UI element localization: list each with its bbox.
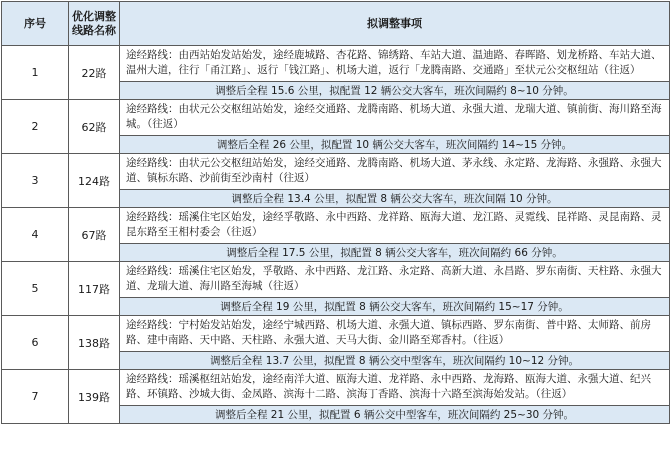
- header-route-name: 优化调整线路名称: [69, 2, 120, 46]
- row-no: 5: [2, 262, 69, 316]
- route-description: 途经路线：由状元公交枢纽站始发，途经交通路、龙腾南路、机场大道、茅永线、永定路、龙海路、永强路、永强大道、镇标东路、沙前街至沙南村（往返）: [120, 154, 670, 190]
- route-summary: 调整后全程 15.6 公里，拟配置 12 辆公交大客车，班次间隔约 8~10 分钟。: [120, 82, 670, 100]
- route-name: 62路: [69, 100, 120, 154]
- route-summary: 调整后全程 26 公里，拟配置 10 辆公交大客车，班次间隔约 14~15 分钟。: [120, 136, 670, 154]
- route-adjustment-table: [1, 1, 670, 424]
- route-name: 67路: [69, 208, 120, 262]
- table-row: [2, 100, 670, 136]
- route-description: 途经路线：由状元公交枢纽站始发，途经交通路、龙腾南路、机场大道、永强大道、龙瑞大道、镇前街、海川路至海城。（往返）: [120, 100, 670, 136]
- route-description: 途经路线：瑶溪住宅区始发，途经孚敬路、永中西路、龙祥路、瓯海大道、龙江路、灵霓线、昆祥路、灵昆南路、灵昆东路至王相村委会（往返）: [120, 208, 670, 244]
- row-no: 4: [2, 208, 69, 262]
- table-row: [2, 262, 670, 298]
- route-description: 途经路线：瑶溪枢纽站始发，途经南洋大道、瓯海大道、龙祥路、永中西路、龙海路、瓯海大道、永强大道、纪兴路、环镇路、沙城大街、金凤路、滨海十二路、滨海丁香路、滨海十六路至滨海始发站。（往返）: [120, 370, 670, 406]
- route-summary: 调整后全程 19 公里，拟配置 8 辆公交大客车，班次间隔约 15~17 分钟。: [120, 298, 670, 316]
- row-no: 2: [2, 100, 69, 154]
- table-row: [2, 316, 670, 352]
- header-no: 序号: [2, 2, 69, 46]
- route-summary: 调整后全程 21 公里，拟配置 6 辆公交中型客车，班次间隔约 25~30 分钟。: [120, 406, 670, 424]
- row-no: 7: [2, 370, 69, 424]
- route-name: 117路: [69, 262, 120, 316]
- header-row: [2, 2, 670, 46]
- route-description: 途经路线：瑶溪住宅区始发，孚敬路、永中西路、龙江路、永定路、高新大道、永昌路、罗东南街、天柱路、永强大道、龙瑞大道、海川路至海城（往返）: [120, 262, 670, 298]
- route-description: 途经路线：宁村始发站始发，途经宁城西路、机场大道、永强大道、镇标西路、罗东南街、普中路、太师路、前房路、建中南路、天中路、天柱路、永强大道、天马大街、金川路至郑香村。（往返）: [120, 316, 670, 352]
- route-summary: 调整后全程 17.5 公里，拟配置 8 辆公交大客车，班次间隔约 66 分钟。: [120, 244, 670, 262]
- route-name: 138路: [69, 316, 120, 370]
- header-adjustment-items: 拟调整事项: [120, 2, 670, 46]
- table-row: [2, 46, 670, 82]
- table-row: [2, 208, 670, 244]
- route-summary: 调整后全程 13.7 公里，拟配置 8 辆公交中型客车，班次间隔约 10~12 分钟。: [120, 352, 670, 370]
- row-no: 6: [2, 316, 69, 370]
- route-description: 途经路线：由西站始发站始发，途经鹿城路、杏花路、锦绣路、车站大道、温迪路、春晖路、划龙桥路、车站大道、温州大道，往行「甬江路」、返行「钱江路」、机场大道，返行「龙腾南路、交通路」至状元公交枢纽站（往返）: [120, 46, 670, 82]
- table-row: [2, 154, 670, 190]
- route-name: 139路: [69, 370, 120, 424]
- route-name: 22路: [69, 46, 120, 100]
- route-name: 124路: [69, 154, 120, 208]
- row-no: 3: [2, 154, 69, 208]
- table-row: [2, 370, 670, 406]
- row-no: 1: [2, 46, 69, 100]
- route-summary: 调整后全程 13.4 公里，拟配置 8 辆公交大客车，班次间隔 10 分钟。: [120, 190, 670, 208]
